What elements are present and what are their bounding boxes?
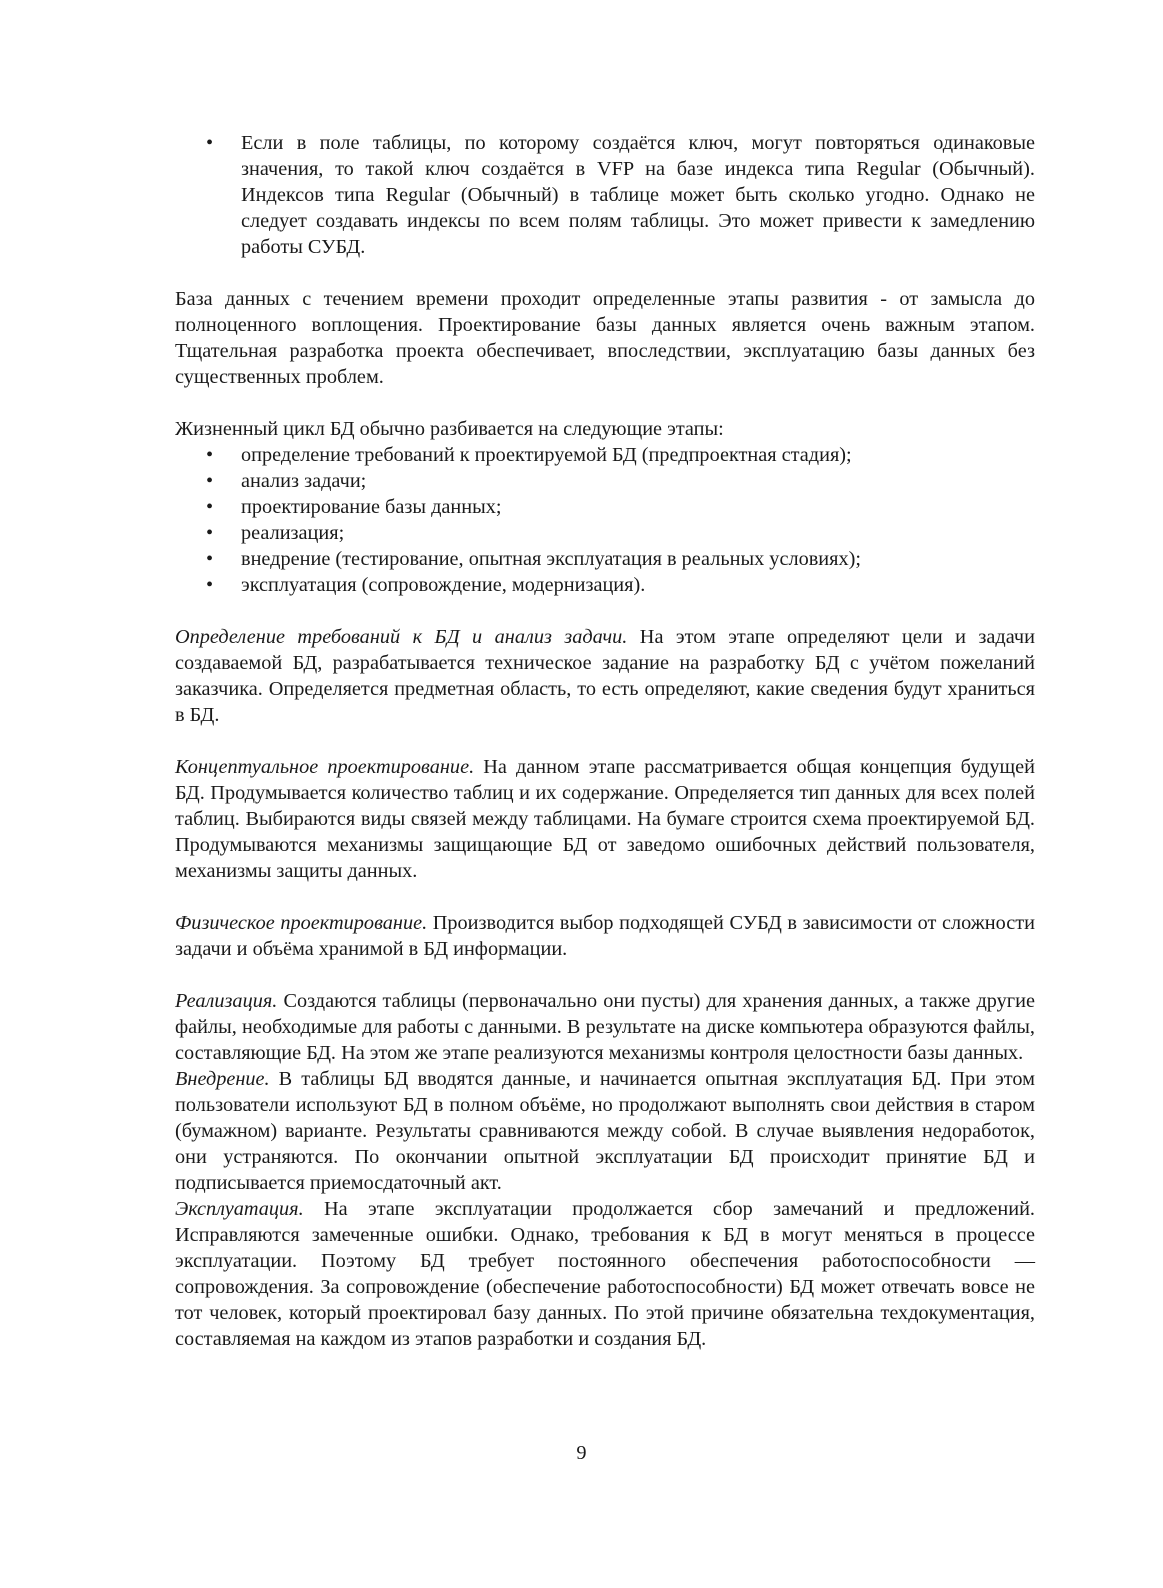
section-term: Физическое проектирование.	[175, 912, 428, 934]
section-conceptual-design	[175, 754, 1035, 884]
section-text: На данном этапе рассматривается общая концепция будущей БД. Продумывается количество таблиц и их содержание. Определяется тип данных для всех полей таблиц. Выбираются виды связей между таблицами. На бумаге строится схема проектируемой БД. Продумываются механизмы защищающие БД от заведомо ошибочных действий пользователя, механизмы защиты данных.	[175, 756, 1035, 882]
section-text: Производится выбор подходящей СУБД в зависимости от сложности задачи и объёма хранимой в БД информации.	[175, 912, 1035, 960]
lifecycle-stage-item: • определение требований к проектируемой БД (предпроектная стадия);	[175, 442, 1035, 468]
intro-bullet-item: • Если в поле таблицы, по которому создаётся ключ, могут повторяться одинаковые значения, то такой ключ создаётся в VFP на базе индекса типа Regular (Обычный). Индексов типа Regular (Обычный) в таблице может быть сколько угодно. Однако не следует создавать индексы по всем полям таблицы. Это может привести к замедлению работы СУБД.	[175, 130, 1035, 260]
section-term: Внедрение.	[175, 1068, 270, 1090]
section-term: Реализация.	[175, 990, 278, 1012]
intro-bullet-list	[175, 130, 1035, 260]
lifecycle-lead: Жизненный цикл БД обычно разбивается на следующие этапы:	[175, 418, 724, 440]
lifecycle-stage-item: • реализация;	[175, 520, 1035, 546]
section-text: На этом этапе определяют цели и задачи создаваемой БД, разрабатывается техническое задание на разработку БД с учётом пожеланий заказчика. Определяется предметная область, то есть определяют, какие сведения будут храниться в БД.	[175, 626, 1035, 726]
document-page	[175, 130, 1035, 1352]
lifecycle-section	[175, 416, 1035, 598]
section-text: На этапе эксплуатации продолжается сбор замечаний и предложений. Исправляются замеченные ошибки. Однако, требования к БД в могут меняться в процессе эксплуатации. Поэтому БД требует постоянного обеспечения работоспособности — сопровождения. За сопровождение (обеспечение работоспособности) БД может отвечать вовсе не тот человек, который проектировал базу данных. По этой причине обязательна техдокументация, составляемая на каждом из этапов разработки и создания БД.	[175, 1198, 1035, 1350]
lifecycle-stage-item: • внедрение (тестирование, опытная эксплуатация в реальных условиях);	[175, 546, 1035, 572]
paragraph-db-development: База данных с течением времени проходит определенные этапы развития - от замысла до полноценного воплощения. Проектирование базы данных является очень важным этапом. Тщательная разработка проекта обеспечивает, впоследствии, эксплуатацию базы данных без существенных проблем.	[175, 288, 1035, 388]
lifecycle-stage-item: • анализ задачи;	[175, 468, 1035, 494]
section-physical-design	[175, 910, 1035, 962]
section-text: В таблицы БД вводятся данные, и начинается опытная эксплуатация БД. При этом пользователи используют БД в полном объёме, но продолжают выполнять свои действия в старом (бумажном) варианте. Результаты сравниваются между собой. В случае выявления недоработок, они устраняются. По окончании опытной эксплуатации БД происходит принятие БД и подписывается приемосдаточный акт.	[175, 1068, 1035, 1194]
section-text: Создаются таблицы (первоначально они пусты) для хранения данных, а также другие файлы, необходимые для работы с данными. В результате на диске компьютера образуются файлы, составляющие БД. На этом же этапе реализуются механизмы контроля целостности базы данных.	[175, 990, 1035, 1064]
section-implementation	[175, 988, 1035, 1066]
section-deployment	[175, 1066, 1035, 1196]
lifecycle-stage-item: • проектирование базы данных;	[175, 494, 1035, 520]
lifecycle-stage-item: • эксплуатация (сопровождение, модернизация).	[175, 572, 1035, 598]
section-requirements	[175, 624, 1035, 728]
section-term: Определение требований к БД и анализ задачи.	[175, 626, 628, 648]
page-number: 9	[576, 1442, 587, 1464]
lifecycle-stage-list	[175, 442, 1035, 598]
section-term: Эксплуатация.	[175, 1198, 304, 1220]
section-term: Концептуальное проектирование.	[175, 756, 475, 778]
section-operation	[175, 1196, 1035, 1352]
